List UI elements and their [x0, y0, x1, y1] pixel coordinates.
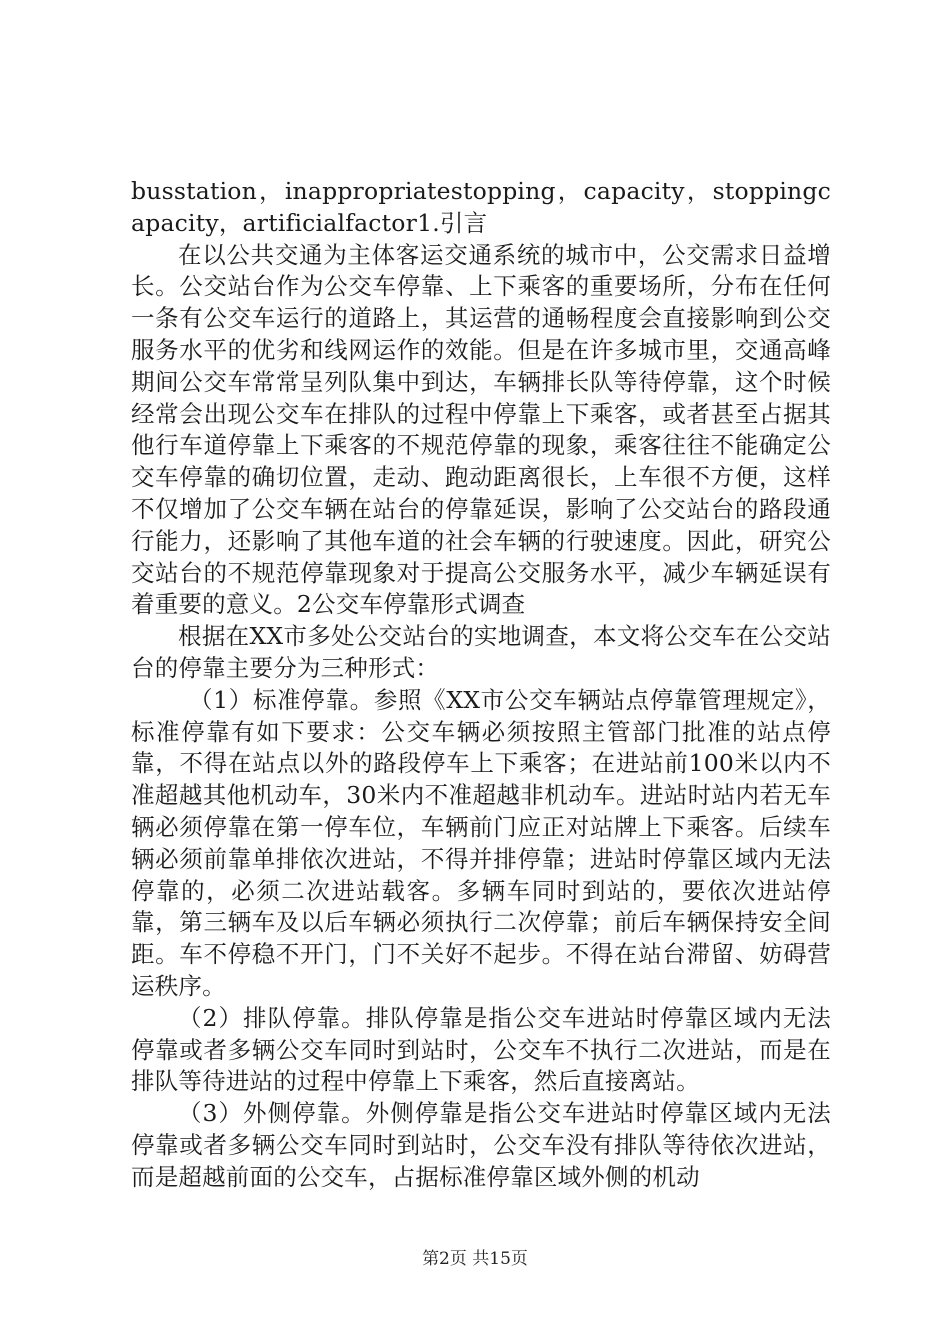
outside-stop-paragraph: （3）外侧停靠。外侧停靠是指公交车进站时停靠区域内无法停靠或者多辆公交车同时到站时，公交车没有排队等待依次进站，而是超越前面的公交车，占据标准停靠区域外侧的机动 [131, 1099, 831, 1191]
survey-paragraph: 根据在XX市多处公交站台的实地调查，本文将公交车在公交站台的停靠主要分为三种形式： [131, 622, 831, 682]
keywords-paragraph: busstation，inappropriatestopping，capacity，stoppingcapacity，artificialfactor1.引言 [131, 177, 831, 237]
standard-stop-paragraph: （1）标准停靠。参照《XX市公交车辆站点停靠管理规定》，标准停靠有如下要求：公交车辆必须按照主管部门批准的站点停靠，不得在站点以外的路段停车上下乘客；在进站前100米以内不准超越其他机动车，30米内不准超越非机动车。进站时站内若无车辆必须停靠在第一停车位，车辆前门应正对站牌上下乘客。后续车辆必须前靠单排依次进站，不得并排停靠；进站时停靠区域内无法停靠的，必须二次进站载客。多辆车同时到站的，要依次进站停靠，第三辆车及以后车辆必须执行二次停靠；前后车辆保持安全间距。车不停稳不开门，门不关好不起步。不得在站台滞留、妨碍营运秩序。 [131, 685, 831, 1000]
queue-stop-paragraph: （2）排队停靠。排队停靠是指公交车进站时停靠区域内无法停靠或者多辆公交车同时到站时，公交车不执行二次进站，而是在排队等待进站的过程中停靠上下乘客，然后直接离站。 [131, 1003, 831, 1096]
intro-paragraph: 在以公共交通为主体客运交通系统的城市中，公交需求日益增长。公交站台作为公交车停靠、上下乘客的重要场所，分布在任何一条有公交车运行的道路上，其运营的通畅程度会直接影响到公交服务水平的优劣和线网运作的效能。但是在许多城市里，交通高峰期间公交车常常呈列队集中到达，车辆排长队等待停靠，这个时候经常会出现公交车在排队的过程中停靠上下乘客，或者甚至占据其他行车道停靠上下乘客的不规范停靠的现象，乘客往往不能确定公交车停靠的确切位置，走动、跑动距离很长，上车很不方便，这样不仅增加了公交车辆在站台的停靠延误，影响了公交站台的路段通行能力，还影响了其他车道的社会车辆的行驶速度。因此，研究公交站台的不规范停靠现象对于提高公交服务水平，减少车辆延误有着重要的意义。2公交车停靠形式调查 [131, 240, 831, 619]
document-body [131, 176, 831, 1194]
page-number-footer: 第2页 共15页 [422, 1249, 528, 1269]
